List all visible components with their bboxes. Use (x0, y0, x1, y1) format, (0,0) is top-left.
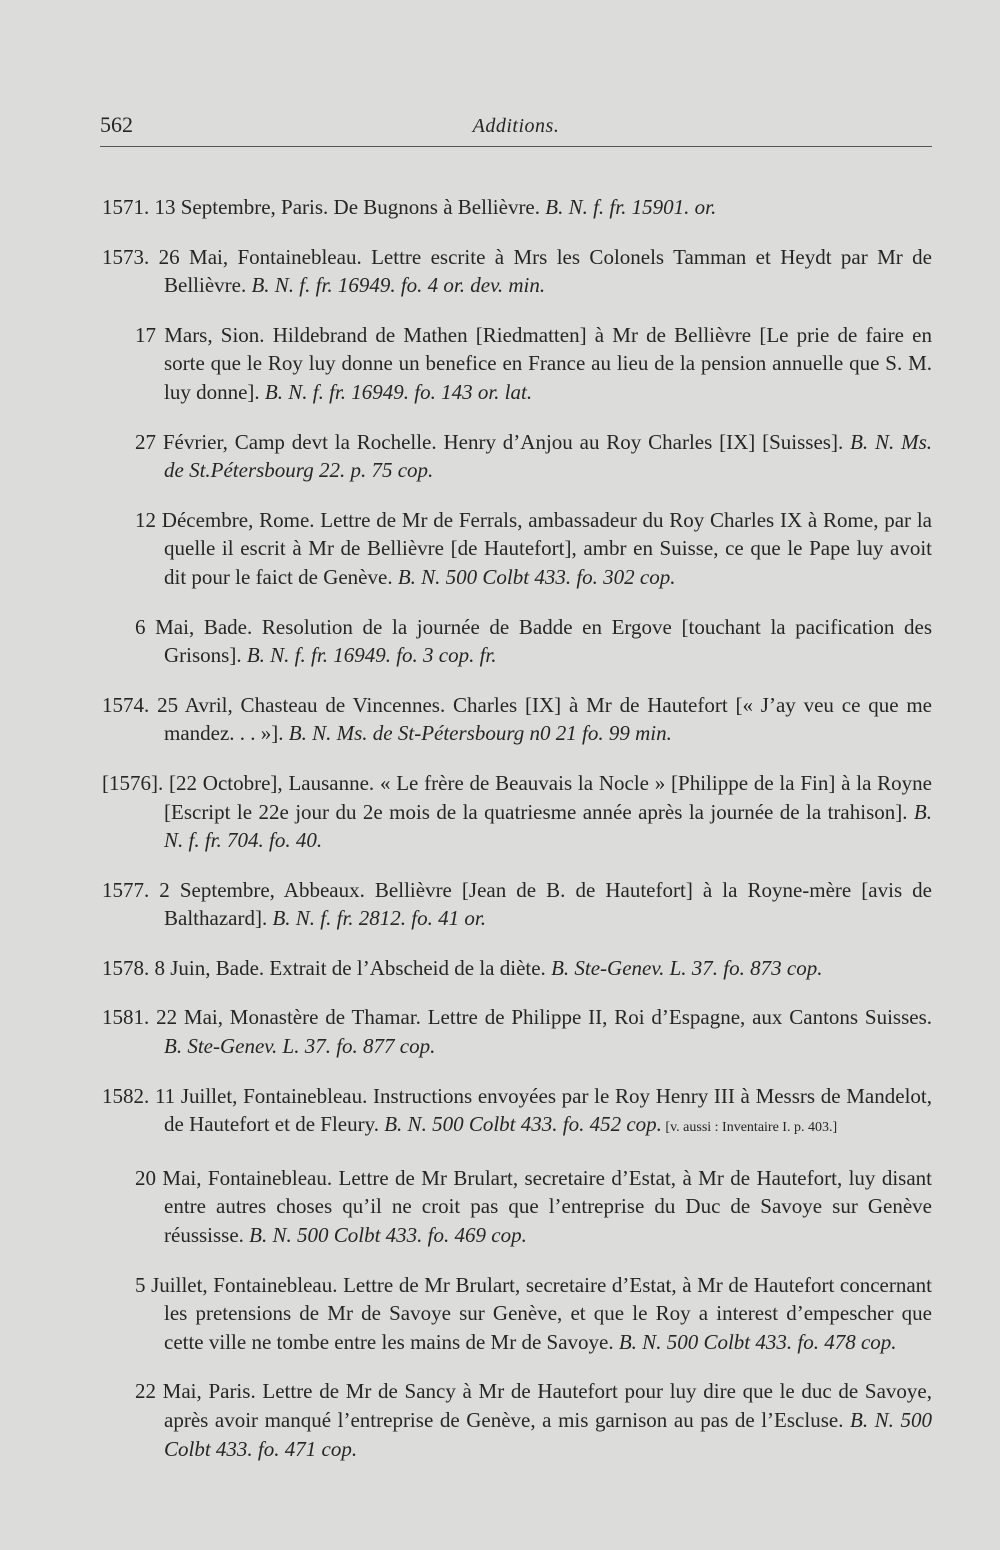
entry-text: [22 Octobre], Lausanne. « Le frère de Beauvais la Nocle » [Philippe de la Fin] à la Royne [Escript le 22e jour du 2e mois de la quatriesme année après la journée de la trahison]. (163, 770, 932, 824)
entry-lead: [1576]. (102, 770, 164, 795)
entry (102, 1164, 932, 1250)
entry-note: [v. aussi : Inventaire I. p. 403.] (661, 1120, 838, 1136)
entry (102, 1003, 932, 1060)
entry-reference: B. N. 500 Colbt 433. fo. 471 cop. (164, 1408, 933, 1461)
entry-lead: 1577. (102, 877, 150, 902)
entry-lead: 1573. (102, 244, 150, 269)
entry-lead: 6 (135, 614, 146, 639)
entry-text: Juillet, Fontainebleau. Lettre de Mr Brulart, secretaire d’Estat, à Mr de Hautefort concernant les pretensions de Mr de Savoye sur Genève, et que le Roy a interest d’empescher que cette ville ne tombe entre les mains de Mr de Savoye. (145, 1272, 932, 1354)
entry-text: 11 Juillet, Fontainebleau. Instructions envoyées par le Roy Henry III à Messrs de Mandelot, de Hautefort et de Fleury. (149, 1083, 932, 1137)
entry (102, 876, 932, 933)
entry-reference: B. N. 500 Colbt 433. fo. 452 cop. (378, 1112, 662, 1137)
entry-list (102, 172, 932, 1465)
entry-lead: 1571. (102, 195, 150, 219)
entry-lead: 22 (135, 1379, 156, 1404)
entry-reference: B. N. f. fr. 15901. or. (540, 195, 717, 219)
page-number: 562 (100, 112, 133, 137)
entry-reference: B. N. f. fr. 16949. fo. 3 cop. fr. (241, 643, 497, 668)
entry-lead: 1578. (102, 955, 150, 980)
entry-reference: B. Ste-Genev. L. 37. fo. 877 cop. (164, 1034, 436, 1059)
entry (102, 428, 932, 485)
entry-text: 13 Septembre, Paris. De Bugnons à Bellièvre. (149, 195, 541, 219)
entry-reference: B. N. f. fr. 16949. fo. 4 or. dev. min. (246, 273, 546, 298)
entry-lead: 20 (135, 1165, 156, 1190)
entry-text: Mai, Fontainebleau. Lettre de Mr Brulart, secretaire d’Estat, à Mr de Hautefort, luy disant entre autres choses qu’il ne croit pas que l’entreprise du Duc de Savoye sur Genève réussisse. (156, 1165, 932, 1248)
entry-text: 8 Juin, Bade. Extrait de l’Abscheid de la diète. (149, 955, 546, 980)
entry-text: Février, Camp devt la Rochelle. Henry d’Anjou au Roy Charles [IX] [Suisses]. (156, 429, 844, 454)
entry (102, 506, 932, 592)
entry (102, 1082, 932, 1143)
entry (102, 1377, 932, 1463)
entry-lead: 5 (135, 1272, 146, 1297)
entry-reference: B. N. Ms. de St.Pétersbourg 22. p. 75 cop. (164, 429, 932, 483)
entry-reference: B. N. 500 Colbt 433. fo. 478 cop. (613, 1329, 897, 1354)
entry-reference: B. N. f. fr. 704. fo. 40. (164, 799, 932, 853)
entry-lead: 12 (135, 507, 156, 532)
entry-text: 22 Mai, Monastère de Thamar. Lettre de Philippe II, Roi d’Espagne, aux Cantons Suisses. (149, 1005, 932, 1030)
entry-reference: B. N. 500 Colbt 433. fo. 302 cop. (392, 564, 676, 589)
entry (102, 243, 932, 300)
entry-reference: B. Ste-Genev. L. 37. fo. 873 cop. (545, 955, 823, 980)
entry-text: 26 Mai, Fontainebleau. Lettre escrite à Mrs les Colonels Tamman et Heydt par Mr de Bellièvre. (149, 244, 932, 298)
entry (102, 321, 932, 407)
entry (102, 1271, 932, 1357)
entry-text: 2 Septembre, Abbeaux. Bellièvre [Jean de B. de Hautefort] à la Royne-mère [avis de Balthazard]. (149, 877, 932, 931)
entry-lead: 1582. (102, 1083, 150, 1108)
entry-reference: B. N. 500 Colbt 433. fo. 469 cop. (243, 1223, 527, 1248)
entry (102, 193, 932, 222)
entry-lead: 17 (135, 322, 156, 347)
entry (102, 769, 932, 855)
entry (102, 613, 932, 670)
entry-text: Mai, Bade. Resolution de la journée de Badde en Ergove [touchant la pacification des Grisons]. (145, 614, 932, 668)
entry (102, 954, 932, 983)
page-header (100, 112, 932, 147)
entry-lead: 27 (135, 429, 156, 454)
entry (102, 691, 932, 748)
entry-text: Décembre, Rome. Lettre de Mr de Ferrals, ambassadeur du Roy Charles IX à Rome, par la quelle il escrit à Mr de Bellièvre [de Hautefort], ambr en Suisse, ce que le Pape luy avoit dit pour le faict de Genève. (156, 507, 932, 589)
running-title: Additions. (472, 115, 560, 137)
entry-text: 25 Avril, Chasteau de Vincennes. Charles [IX] à Mr de Hautefort [« J’ay veu ce que me mandez. . . »]. (149, 692, 932, 746)
entry-lead: 1581. (102, 1005, 150, 1030)
entry-reference: B. N. f. fr. 2812. fo. 41 or. (267, 906, 486, 931)
entry-text: Mars, Sion. Hildebrand de Mathen [Riedmatten] à Mr de Bellièvre [Le prie de faire en sorte que le Roy luy donne un benefice en France au lieu de la pension annuelle que S. M. luy donne]. (156, 322, 932, 404)
entry-lead: 1574. (102, 692, 150, 717)
entry-reference: B. N. Ms. de St-Pétersbourg n0 21 fo. 99 min. (283, 721, 672, 746)
entry-reference: B. N. f. fr. 16949. fo. 143 or. lat. (259, 379, 533, 404)
entry-text: Mai, Paris. Lettre de Mr de Sancy à Mr de Hautefort pour luy dire que le duc de Savoye, après avoir manqué l’entreprise de Genève, a mis garnison au pas de l’Escluse. (156, 1379, 932, 1432)
